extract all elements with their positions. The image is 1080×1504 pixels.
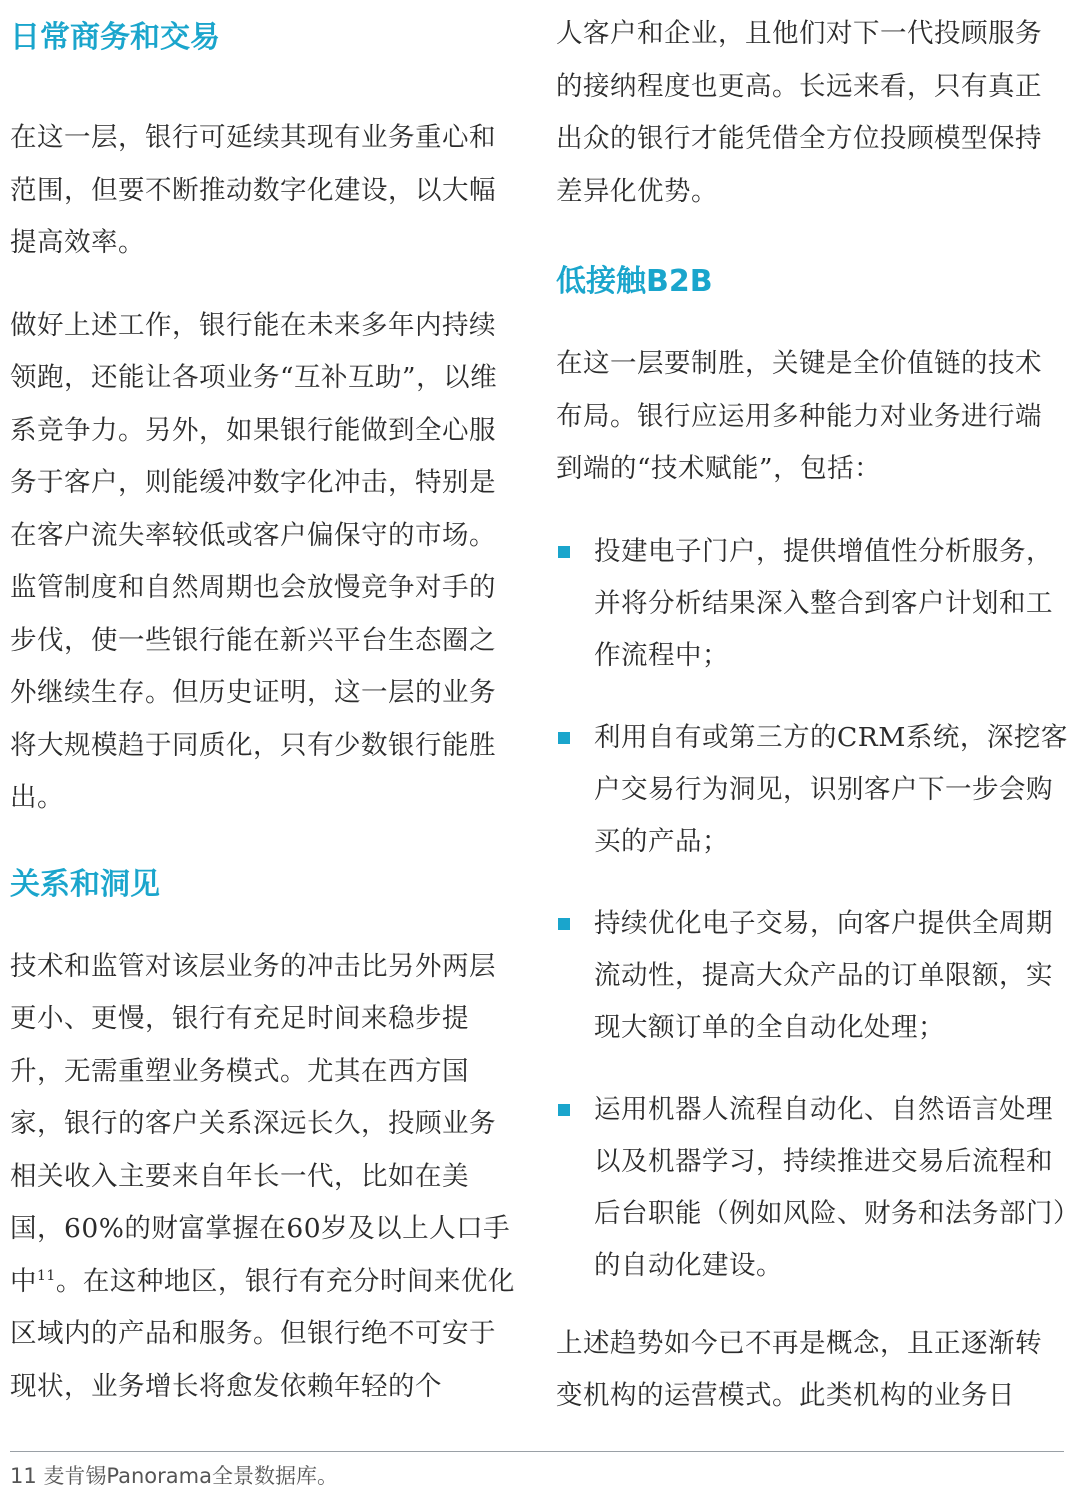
list-item-text: 运用机器人流程自动化、自然语言处理以及机器学习，持续推进交易后流程和后台职能（例如风险、财务和法务部门）的自动化建设。 <box>594 1093 1067 1281</box>
list-item-text: 利用自有或第三方的CRM系统，深挖客户交易行为洞见，识别客户下一步会购买的产品； <box>594 721 1068 857</box>
left-column <box>10 0 520 1413</box>
list-item <box>556 526 1068 682</box>
paragraph <box>10 941 520 1414</box>
right-column <box>556 0 1068 1423</box>
list-item-text: 持续优化电子交易，向客户提供全周期流动性，提高大众产品的订单限额，实现大额订单的全自动化处理； <box>594 907 1053 1043</box>
paragraph: 在这一层要制胜，关键是全价值链的技术布局。银行应运用多种能力对业务进行端到端的“技术赋能”，包括： <box>556 348 1042 484</box>
footnote: 11 麦肯锡Panorama全景数据库。 <box>10 1464 338 1488</box>
paragraph-continued: 人客户和企业，且他们对下一代投顾服务的接纳程度也更高。长远来看，只有真正出众的银行才能凭借全方位投顾模型保持差异化优势。 <box>556 18 1042 207</box>
bullet-list <box>556 526 1068 1292</box>
paragraph-text: 。在这种地区，银行有充分时间来优化区域内的产品和服务。但银行绝不可安于现状，业务增长将愈发依赖年轻的个 <box>10 1265 515 1402</box>
footnote-marker: 11 <box>37 1267 56 1284</box>
square-bullet-icon <box>558 918 570 930</box>
paragraph-text: 技术和监管对该层业务的冲击比另外两层更小、更慢，银行有充足时间来稳步提升，无需重塑业务模式。尤其在西方国家，银行的客户关系深远长久，投顾业务相关收入主要来自年长一代，比如在美国，60%的财富掌握在60岁及以上人口手中 <box>10 950 511 1297</box>
list-item <box>556 898 1068 1054</box>
list-item <box>556 712 1068 868</box>
section-heading-daily-business: 日常商务和交易 <box>10 20 220 55</box>
square-bullet-icon <box>558 546 570 558</box>
paragraph: 做好上述工作，银行能在未来多年内持续领跑，还能让各项业务“互补互助”，以维系竞争力。另外，如果银行能做到全心服务于客户，则能缓冲数字化冲击，特别是在客户流失率较低或客户偏保守的市场。监管制度和自然周期也会放慢竞争对手的步伐，使一些银行能在新兴平台生态圈之外继续生存。但历史证明，这一层的业务将大规模趋于同质化，只有少数银行能胜出。 <box>10 309 498 813</box>
list-item <box>556 1084 1068 1292</box>
square-bullet-icon <box>558 732 570 744</box>
paragraph: 上述趋势如今已不再是概念，且正逐渐转变机构的运营模式。此类机构的业务日 <box>556 1327 1042 1411</box>
paragraph: 在这一层，银行可延续其现有业务重心和范围，但要不断推动数字化建设，以大幅提高效率。 <box>10 122 496 258</box>
square-bullet-icon <box>558 1104 570 1116</box>
list-item-text: 投建电子门户，提供增值性分析服务，并将分析结果深入整合到客户计划和工作流程中； <box>594 535 1053 671</box>
section-heading-low-touch-b2b: 低接触B2B <box>556 264 713 299</box>
footer-divider <box>10 1451 1064 1452</box>
section-heading-relationship-insight: 关系和洞见 <box>10 866 160 902</box>
